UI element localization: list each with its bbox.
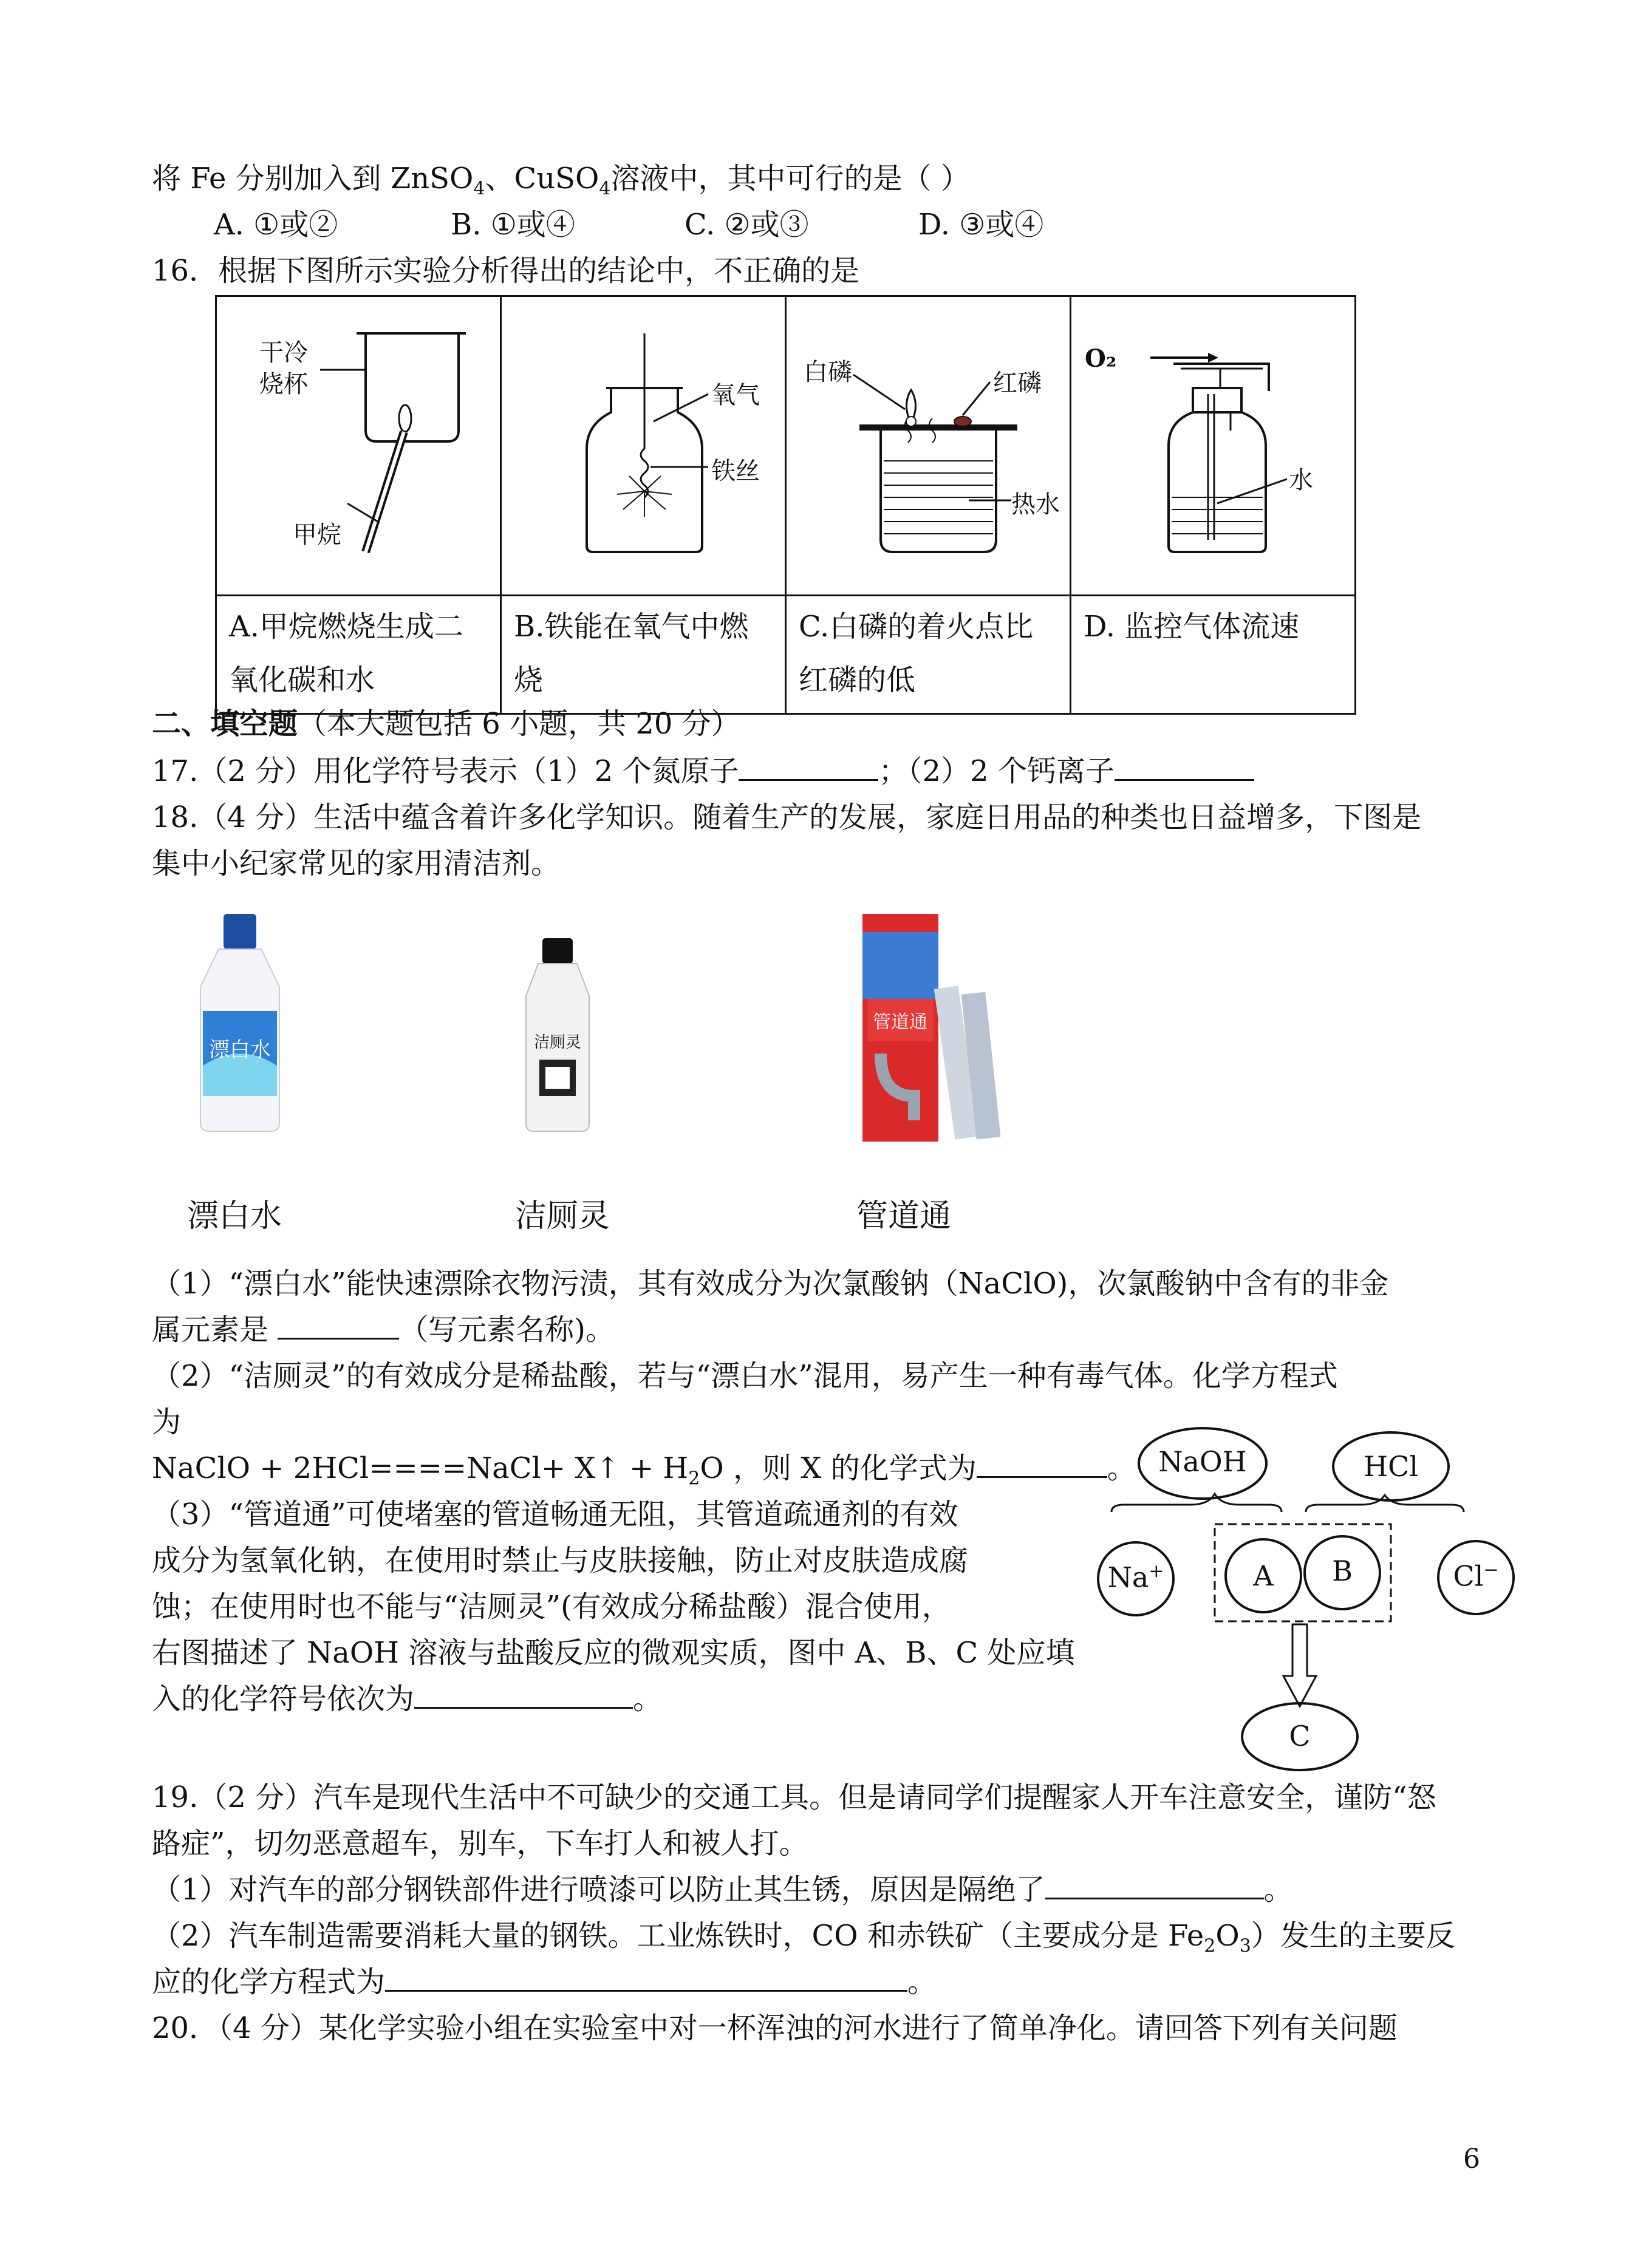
q17: 17.（2 分）用化学符号表示（1）2 个氮原子 ；（2）2 个钙离子 xyxy=(152,752,1254,791)
q19-line-2: 路症”，切勿恶意超车，别车，下车打人和被人打。 xyxy=(152,1827,808,1861)
q18-part2-equation: NaClO + 2HCl====NaCl+ X↑ + $H_2O$ ，则 X 的化学式为 。 xyxy=(152,1449,1136,1499)
answer-blank[interactable] xyxy=(739,752,878,781)
option-b: B. ①或④ xyxy=(451,208,575,242)
label-a: A xyxy=(1253,1559,1274,1592)
option-a-cell: A.甲烷燃烧生成二 氧化碳和水 xyxy=(216,596,501,714)
svg-text:漂白水: 漂白水 xyxy=(209,1038,271,1062)
label-oxygen: 氧气 xyxy=(711,381,760,409)
drain-cleaner-package-image xyxy=(856,914,1008,1145)
option-d: D. ③或④ xyxy=(918,208,1044,242)
option-c-cell: C.白磷的着火点比 红磷的低 xyxy=(786,596,1071,714)
label-water: 水 xyxy=(1289,466,1313,494)
label-o2: O₂ xyxy=(1085,344,1117,373)
label-white-phosphorus: 白磷 xyxy=(804,358,852,386)
option-b-cell: B.铁能在氧气中燃 烧 xyxy=(501,596,786,714)
iron-burning-figure xyxy=(502,297,785,594)
q18-line-2: 集中小纪家常见的家用清洁剂。 xyxy=(152,846,561,880)
label-naoh: NaOH xyxy=(1158,1445,1247,1478)
label-cold-beaker-2: 烧杯 xyxy=(259,370,308,398)
option-a: A. ①或② xyxy=(214,208,338,242)
q19-part2-line-2: 应的化学方程式为 。 xyxy=(152,1963,937,2001)
answer-blank[interactable] xyxy=(278,1311,399,1340)
q15-options xyxy=(214,205,1043,244)
label-cold-beaker: 干冷 xyxy=(259,339,308,367)
option-d-cell: D. 监控气体流速 xyxy=(1071,596,1356,714)
label-na-ion: Na+ xyxy=(1107,1561,1164,1594)
gas-washing-bottle-figure xyxy=(1071,297,1354,594)
q18-part2-line-2: 为 xyxy=(152,1405,182,1439)
q19-part2-line-1: （2）汽车制造需要消耗大量的钢铁。工业炼铁时，CO 和赤铁矿（主要成分是 $Fe_2O_3$）发生的主要反 xyxy=(152,1919,1455,1957)
label-red-phosphorus: 红磷 xyxy=(993,369,1042,397)
phosphorus-figure xyxy=(787,297,1070,594)
q19-line-1: 19.（2 分）汽车是现代生活中不可缺少的交通工具。但是请同学们提醒家人开车注意安全，谨防“怒 xyxy=(152,1780,1436,1814)
q20-stem: 20．（4 分）某化学实验小组在实验室中对一杯浑浊的河水进行了简单净化。请回答下列有关问题 xyxy=(152,2011,1398,2045)
caption-toilet-cleaner: 洁厕灵 xyxy=(515,1198,610,1234)
label-c: C xyxy=(1289,1720,1311,1752)
fig-a-cell xyxy=(216,296,501,596)
option-c: C. ②或③ xyxy=(685,208,809,242)
q15-stem: 将 Fe 分别加入到 ZnSO$_4$、CuSO$_4$溶液中，其中可行的是（ ） xyxy=(152,162,970,200)
caption-drain-cleaner: 管道通 xyxy=(856,1198,952,1234)
answer-blank[interactable] xyxy=(385,1963,907,1992)
answer-blank[interactable] xyxy=(1045,1871,1264,1899)
answer-blank[interactable] xyxy=(414,1680,633,1709)
q16-table xyxy=(215,295,1356,715)
svg-text:管道通: 管道通 xyxy=(873,1012,927,1033)
label-hcl: HCl xyxy=(1363,1450,1419,1483)
q16-stem: 16．根据下图所示实验分析得出的结论中，不正确的是 xyxy=(152,254,860,288)
label-hot-water: 热水 xyxy=(1011,491,1060,519)
q18-part3-line-1: （3）“管道通”可使堵塞的管道畅通无阻，其管道疏通剂的有效 xyxy=(152,1497,958,1531)
label-iron-wire: 铁丝 xyxy=(711,457,760,485)
q19-part1: （1）对汽车的部分钢铁部件进行喷漆可以防止其生锈，原因是隔绝了 。 xyxy=(152,1870,1293,1909)
page-number: 6 xyxy=(1463,2144,1480,2174)
q18-part2-line-1: （2）“洁厕灵”的有效成分是稀盐酸，若与“漂白水”混用，易产生一种有毒气体。化学方程式 xyxy=(152,1359,1338,1393)
q18-line-1: 18.（4 分）生活中蕴含着许多化学知识。随着生产的发展，家庭日用品的种类也日益增多，下图是 xyxy=(152,800,1422,834)
label-methane: 甲烷 xyxy=(293,521,341,549)
q18-part3-line-5: 入的化学符号依次为 。 xyxy=(152,1680,662,1718)
fig-b-cell xyxy=(501,296,786,596)
bleach-bottle-image xyxy=(194,914,285,1132)
q18-part1-line-2: 属元素是 （写元素名称)。 xyxy=(152,1310,615,1349)
q18-part3-line-2: 成分为氢氧化钠，在使用时禁止与皮肤接触，防止对皮肤造成腐 xyxy=(152,1544,969,1578)
section-2-heading: 二、填空题（本大题包括 6 小题，共 20 分） xyxy=(152,707,740,741)
answer-blank[interactable] xyxy=(1115,752,1254,781)
label-b: B xyxy=(1332,1555,1353,1587)
svg-text:洁厕灵: 洁厕灵 xyxy=(533,1034,582,1052)
toilet-cleaner-bottle-image xyxy=(521,938,594,1132)
q18-part1-line-1: （1）“漂白水”能快速漂除衣物污渍，其有效成分为次氯酸钠（NaClO)，次氯酸钠中含有的非金 xyxy=(152,1267,1389,1301)
q18-part3-line-3: 蚀；在使用时也不能与“洁厕灵”(有效成分稀盐酸）混合使用， xyxy=(152,1590,951,1624)
label-cl-ion: Cl− xyxy=(1453,1559,1499,1593)
q18-part3-line-4: 右图描述了 NaOH 溶液与盐酸反应的微观实质，图中 A、B、C 处应填 xyxy=(152,1636,1075,1670)
fig-d-cell xyxy=(1071,296,1356,596)
fig-c-cell xyxy=(786,296,1071,596)
caption-bleach: 漂白水 xyxy=(187,1198,282,1234)
